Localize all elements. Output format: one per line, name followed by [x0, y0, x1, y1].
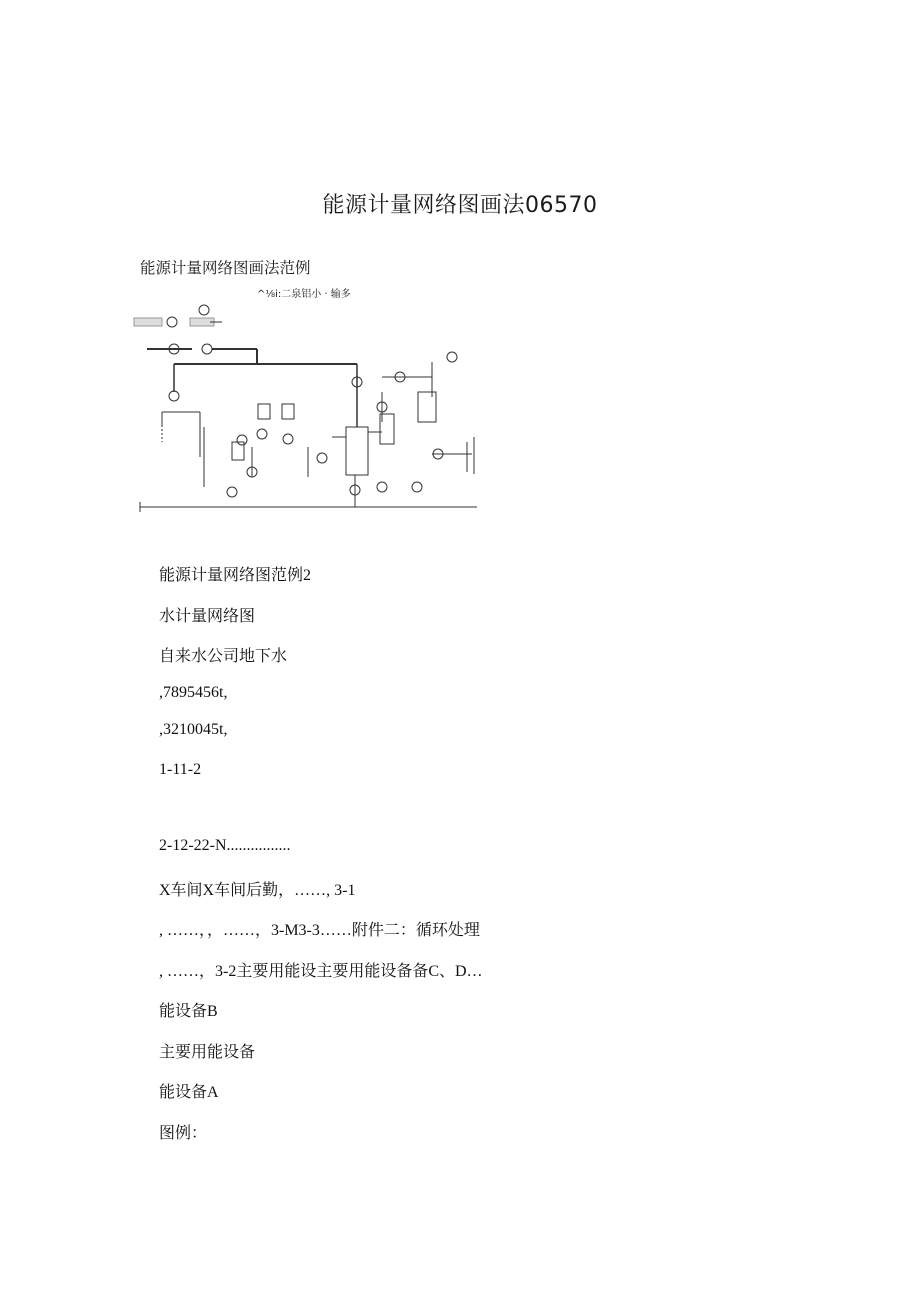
text-line-10: , ……，3-2主要用能设主要用能设备备C、D… — [159, 963, 483, 980]
text-line-11: 能设备B — [159, 1003, 218, 1020]
text-line-12: 主要用能设备 — [159, 1044, 256, 1061]
diagram-lines — [134, 305, 477, 512]
text-line-14: 图例： — [159, 1125, 208, 1142]
text-line-4: ,7895456t, — [159, 684, 228, 701]
text-line-9: , ……，，……，3-M3-3……附件二：循环处理 — [159, 922, 480, 939]
diagram-graphic — [132, 282, 482, 512]
text-line-6: 1-11-2 — [159, 761, 202, 778]
diagram-caption: ^⅛i:二泉铝小 · 输多 — [257, 289, 351, 300]
text-line-5: ,3210045t, — [159, 721, 228, 738]
text-line-3: 自来水公司地下水 — [159, 648, 288, 665]
text-line-7: 2-12-22-N................ — [159, 837, 291, 854]
document-title: 能源计量网络图画法06570 — [322, 193, 598, 218]
section-heading: 能源计量网络图画法范例 — [140, 259, 311, 277]
text-line-2: 水计量网络图 — [159, 608, 256, 625]
energy-metering-network-diagram — [132, 282, 482, 512]
text-line-1: 能源计量网络图范例2 — [159, 567, 312, 584]
text-line-8: X车间X车间后勤，……, 3-1 — [159, 882, 356, 899]
text-line-13: 能设备A — [159, 1084, 219, 1101]
